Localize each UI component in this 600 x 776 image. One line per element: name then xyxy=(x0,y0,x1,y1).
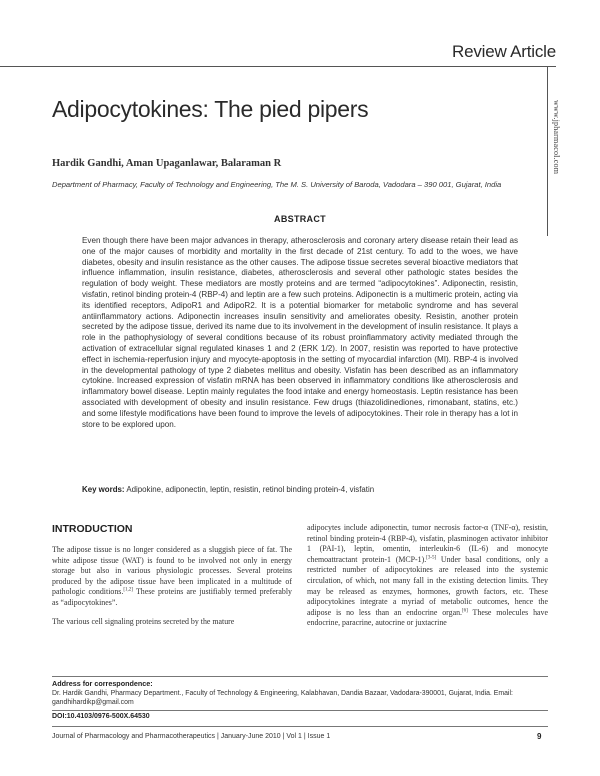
intro-p3-text-b: Under basal conditions, only a restricted number of adipocytokines are released into the systemic circulation, of which, not many fall in the existing detection limits. They may be released as enzymes, hormones, growth factors, etc. These adipocytokines integrate a myriad of metabolic outcomes, hence the adipose is no less than an endocrine organ. xyxy=(307,554,548,617)
journal-url[interactable]: www.jpharmacol.com xyxy=(552,100,561,175)
intro-p3-text-c: These molecules have endocrine, paracrine, autocrine or juxtacrine xyxy=(307,607,548,628)
keywords-label: Key words: xyxy=(82,485,125,494)
correspondence-rule xyxy=(52,676,548,677)
intro-paragraph-1 xyxy=(52,545,292,609)
introduction-heading: INTRODUCTION xyxy=(52,523,133,535)
intro-p1-text: The adipose tissue is no longer considered as a sluggish piece of fat. The white adipose tissue (WAT) is found to be involved not only in energy storage but also in various physiologic processes. Several proteins produced by the adipose tissue have been implicated in a multitude of pathologic conditions. xyxy=(52,545,292,597)
side-rule xyxy=(547,66,548,236)
section-label: Review Article xyxy=(452,42,556,61)
header-rule xyxy=(0,66,556,67)
citation-ref[interactable]: [6] xyxy=(462,608,468,614)
intro-p1-end: These proteins are justifiably termed preferably as “adipocytokines”. xyxy=(52,587,292,607)
correspondence-address: Dr. Hardik Gandhi, Pharmacy Department., Faculty of Technology & Engineering, Kalabhavan, Dandia Bazaar, Vadodara-390001, Gujarat, India. Email: gandhihardikp@gmail.com xyxy=(52,690,513,706)
keywords-list: Adipokine, adiponectin, leptin, resistin, retinol binding protein-4, visfatin xyxy=(126,485,375,494)
author-list: Hardik Gandhi, Aman Upaganlawar, Balaraman R xyxy=(52,158,282,169)
keywords xyxy=(82,485,518,494)
citation-ref[interactable]: [3-5] xyxy=(426,555,437,561)
page-number: 9 xyxy=(537,732,542,741)
intro-paragraph-3 xyxy=(307,523,548,629)
abstract-heading: ABSTRACT xyxy=(274,214,326,224)
intro-paragraph-2: The various cell signaling proteins secreted by the mature xyxy=(52,616,235,626)
footer-rule xyxy=(52,726,548,727)
intro-p3-text-a: adipocytes include adiponectin, tumor necrosis factor-α (TNF-α), resistin, retinol binding protein-4 (RBP-4), visfatin, plasminogen activator inhibitor 1 (PAI-1), leptin, omentin, interleukin-6 (IL-6) and monocyte chemoattractant protein-1 (MCP-1). xyxy=(307,523,548,564)
correspondence-heading: Address for correspondence: xyxy=(52,679,153,688)
author-affiliation: Department of Pharmacy, Faculty of Technology and Engineering, The M. S. University of Baroda, Vadodara – 390 001, Gujarat, India xyxy=(52,180,502,189)
right-column xyxy=(307,523,548,637)
left-column xyxy=(52,545,292,635)
abstract-text: Even though there have been major advances in therapy, atherosclerosis and coronary artery disease retain their lead as one of the major causes of morbidity and mortality in the first decade of 21st century. To add to the woes, we have diabetes, obesity and insulin resistance as the other causes. The adipose tissue secretes several bioactive mediators that influence inflammation, insulin resistance, diabetes, atherosclerosis and several other pathologic states besides the regulation of body weight. These mediators are mostly proteins and are termed “adipocytokines”. Adiponectin, resistin, visfatin, retinol binding protein-4 (RBP-4) and leptin are a few such proteins. Adiponectin is a multimeric protein, acting via its identified receptors, AdipoR1 and AdipoR2. It is a potential biomarker for metabolic syndrome and has several antiinflammatory actions. Adiponectin increases insulin sensitivity and ameliorates obesity. Resistin, another protein secreted by the adipose tissue, derived its name due to its involvement in the development of insulin resistance. It plays a role in the pathophysiology of several conditions because of its robust proinflammatory activity mediated through the activation of extracellular signal regulated kinases 1 and 2 (ERK 1/2). In 2007, resistin was reported to have protective effect in ischemia-reperfusion injury and myocyte-apoptosis in the setting of myocardial infarction (MI). RBP-4 is involved in the developmental pathology of type 2 diabetes mellitus and obesity. Visfatin has been described as an inflammatory cytokine. Increased expression of visfatin mRNA has been observed in inflammatory conditions like atherosclerosis and inflammatory bowel disease. Leptin mainly regulates the food intake and energy homeostasis. Leptin resistance has been associated with development of obesity and insulin resistance. Few drugs (thiazolidinediones, rimonabant, statins, etc.) and some lifestyle modifications have been found to improve the levels of adipocytokines. Their role in therapy has a lot in store to be explored upon. xyxy=(82,236,518,429)
doi-link[interactable]: DOI:10.4103/0976-500X.64530 xyxy=(52,713,150,720)
citation-ref[interactable]: [1,2] xyxy=(123,587,133,593)
article-title: Adipocytokines: The pied pipers xyxy=(52,96,369,122)
footer-journal-info: Journal of Pharmacology and Pharmacotherapeutics | January-June 2010 | Vol 1 | Issue 1 xyxy=(52,733,331,740)
doi-rule xyxy=(52,710,548,711)
